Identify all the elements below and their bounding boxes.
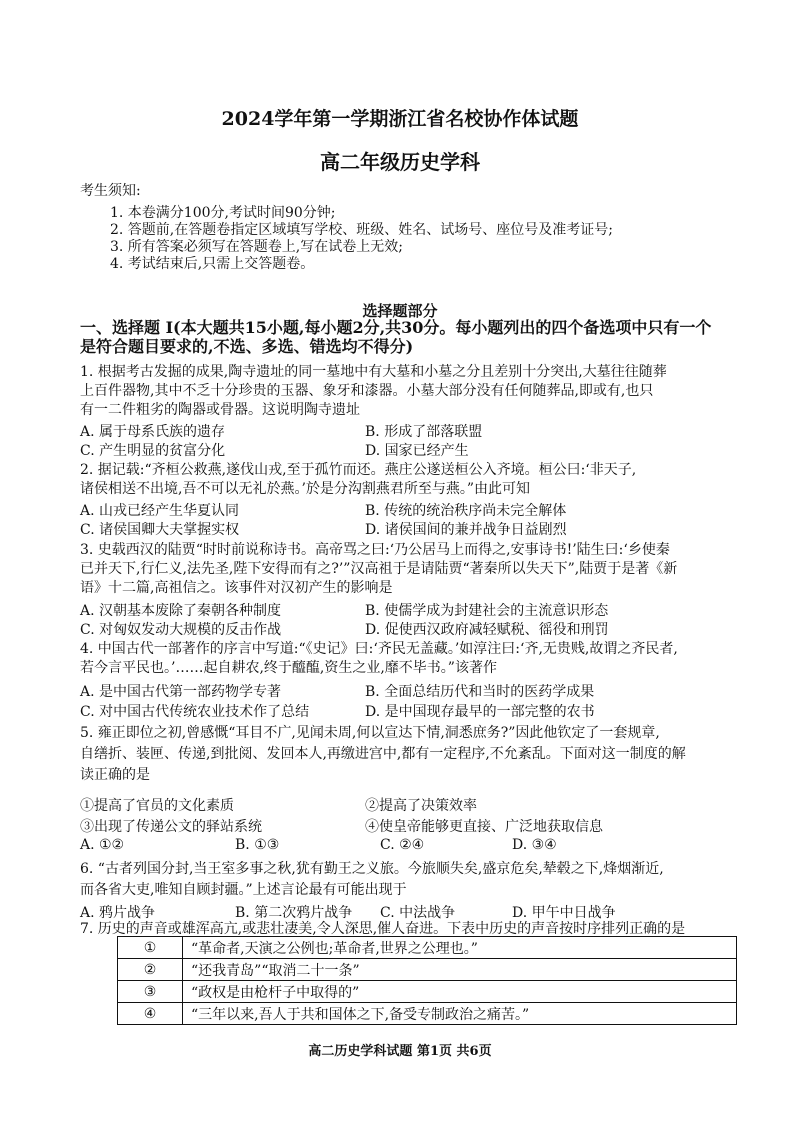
q1-option-b[interactable]: B. 形成了部落联盟 — [365, 424, 483, 440]
q3-option-c[interactable]: C. 对匈奴发动大规模的反击作战 — [80, 622, 282, 638]
table-cell-number: ① — [118, 937, 183, 959]
q4-option-a[interactable]: A. 是中国古代第一部药物学专著 — [80, 684, 282, 700]
q5-statements-row — [80, 816, 745, 834]
q1-stem: 有一二件粗劣的陶器或骨器。这说明陶寺遗址 — [80, 402, 360, 418]
q1-option-d[interactable]: D. 国家已经产生 — [365, 443, 469, 459]
q3-options-row — [80, 600, 745, 618]
q1-option-c[interactable]: C. 产生明显的贫富分化 — [80, 443, 226, 459]
q4-options-row — [80, 681, 745, 699]
q3-option-a[interactable]: A. 汉朝基本废除了秦朝各种制度 — [80, 603, 282, 619]
q4-option-d[interactable]: D. 是中国现存最早的一部完整的农书 — [365, 704, 595, 720]
table-cell-quote: “三年以来,吾人于共和国体之下,备受专制政治之痛苦。” — [183, 1003, 737, 1025]
q2-option-d[interactable]: D. 诸侯国间的兼并战争日益剧烈 — [365, 522, 567, 538]
q1-stem: 上百件器物,其中不乏十分珍贵的玉器、象牙和漆器。小墓大部分没有任何随葬品,即或有,也只 — [80, 383, 654, 399]
q2-options-row — [80, 519, 745, 537]
table-cell-number: ③ — [118, 981, 183, 1003]
q3-option-d[interactable]: D. 促使西汉政府减轻赋税、徭役和刑罚 — [365, 622, 609, 638]
q6-stem: 而各省大吏,唯知自顾封疆。”上述言论最有可能出现于 — [80, 882, 407, 898]
q4-option-b[interactable]: B. 全面总结历代和当时的医药学成果 — [365, 684, 595, 700]
q5-statement: ③出现了传递公文的驿站系统 — [80, 819, 262, 835]
table-row — [118, 981, 737, 1003]
notice-item: 3. 所有答案必须写在答题卷上,写在试卷上无效; — [110, 239, 403, 255]
q5-stem: 读正确的是 — [80, 767, 150, 783]
q5-options-row — [80, 837, 745, 855]
q5-stem: 自缮折、装匣、传递,到批阅、发回本人,再缴进宫中,都有一定程序,不允紊乱。下面对这一制度的解 — [80, 746, 686, 762]
q7-quote-table — [117, 936, 737, 1025]
q7-stem: 7. 历史的声音或雄浑高亢,或悲壮凄美,令人深思,催人奋进。下表中历史的声音按时序排列正确的是 — [80, 921, 686, 937]
table-cell-number: ④ — [118, 1003, 183, 1025]
section-heading: 是符合题目要求的,不选、多选、错选均不得分) — [80, 337, 414, 356]
notice-item: 2. 答题前,在答题卷指定区域填写学校、班级、姓名、试场号、座位号及准考证号; — [110, 222, 613, 238]
q2-option-b[interactable]: B. 传统的统治秩序尚未完全解体 — [365, 503, 567, 519]
q4-stem: 4. 中国古代一部著作的序言中写道:“《史记》曰:‘齐民无盖藏。’如淳注曰:‘齐,无贵贱,故谓之齐民者, — [80, 641, 678, 657]
exam-title: 2024学年第一学期浙江省名校协作体试题 — [221, 108, 579, 130]
q1-stem: 1. 根据考古发掘的成果,陶寺遗址的同一墓地中有大墓和小墓之分且差别十分突出,大墓往往随葬 — [80, 364, 667, 380]
notice-item: 1. 本卷满分100分,考试时间90分钟; — [110, 205, 336, 221]
q6-option-c[interactable]: C. 中法战争 — [380, 905, 456, 921]
exam-subject: 高二年级历史学科 — [320, 150, 480, 174]
q3-options-row — [80, 619, 745, 637]
q3-stem: 已并天下,行仁义,法先圣,陛下安得而有之?’”汉高祖于是请陆贾“著秦所以失天下”,陆贾于是著《新 — [80, 561, 678, 577]
q3-stem: 语》十二篇,高祖信之。该事件对汉初产生的影响是 — [80, 580, 393, 596]
notice-item: 4. 考试结束后,只需上交答题卷。 — [110, 256, 315, 272]
q5-option-b[interactable]: B. ①③ — [235, 837, 280, 853]
table-row — [118, 959, 737, 981]
q4-stem: 若今言平民也。’……起自耕农,终于醯醢,资生之业,靡不毕书。”该著作 — [80, 660, 497, 676]
page-footer: 高二历史学科试题 第1页 共6页 — [308, 1044, 492, 1059]
q5-stem: 5. 雍正即位之初,曾感慨“耳目不广,见闻未周,何以宣达下情,洞悉庶务?”因此他钦定了一套规章, — [80, 725, 660, 741]
q5-statement: ②提高了决策效率 — [365, 798, 477, 814]
table-row — [118, 1003, 737, 1025]
q1-option-a[interactable]: A. 属于母系氏族的遗存 — [80, 424, 226, 440]
q5-option-d[interactable]: D. ③④ — [512, 837, 557, 853]
q5-statements-row — [80, 795, 745, 813]
q1-options-row — [80, 421, 745, 439]
q2-option-a[interactable]: A. 山戎已经产生华夏认同 — [80, 503, 240, 519]
table-cell-quote: “政权是由枪杆子中取得的” — [183, 981, 737, 1003]
q6-option-a[interactable]: A. 鸦片战争 — [80, 905, 156, 921]
q2-stem: 2. 据记载:“齐桓公救燕,遂伐山戎,至于孤竹而还。燕庄公遂送桓公入齐境。桓公曰:‘非天子, — [80, 462, 637, 478]
q3-stem: 3. 史载西汉的陆贾“时时前说称诗书。高帝骂之曰:‘乃公居马上而得之,安事诗书!’陆生曰:‘乡使秦 — [80, 542, 670, 558]
table-cell-quote: “还我青岛”“取消二十一条” — [183, 959, 737, 981]
q2-options-row — [80, 500, 745, 518]
q2-stem: 诸侯相送不出境,吾不可以无礼於燕。’於是分沟割燕君所至与燕。”由此可知 — [80, 481, 531, 497]
q1-options-row — [80, 440, 745, 458]
table-cell-quote: “革命者,天演之公例也;革命者,世界之公理也。” — [183, 937, 737, 959]
q2-option-c[interactable]: C. 诸侯国卿大夫掌握实权 — [80, 522, 240, 538]
q6-options-row — [80, 902, 745, 920]
q4-options-row — [80, 701, 745, 719]
q3-option-b[interactable]: B. 使儒学成为封建社会的主流意识形态 — [365, 603, 609, 619]
q5-statement: ①提高了官员的文化素质 — [80, 798, 234, 814]
section-heading: 一、选择题 Ⅰ(本大题共15小题,每小题2分,共30分。每小题列出的四个备选项中只有一个 — [80, 318, 712, 337]
q4-option-c[interactable]: C. 对中国古代传统农业技术作了总结 — [80, 704, 310, 720]
q5-option-c[interactable]: C. ②④ — [380, 837, 425, 853]
q6-option-d[interactable]: D. 甲午中日战争 — [512, 905, 616, 921]
table-cell-number: ② — [118, 959, 183, 981]
q6-option-b[interactable]: B. 第二次鸦片战争 — [235, 905, 353, 921]
q6-stem: 6. “古者列国分封,当王室多事之秋,犹有勤王之义旅。今旅顺失矣,盛京危矣,辇毂之下,烽烟渐近, — [80, 861, 664, 877]
q5-statement: ④使皇帝能够更直接、广泛地获取信息 — [365, 819, 603, 835]
q5-option-a[interactable]: A. ①② — [80, 837, 125, 853]
table-row — [118, 937, 737, 959]
section-title: 选择题部分 — [362, 302, 438, 320]
notice-heading: 考生须知: — [80, 183, 141, 199]
